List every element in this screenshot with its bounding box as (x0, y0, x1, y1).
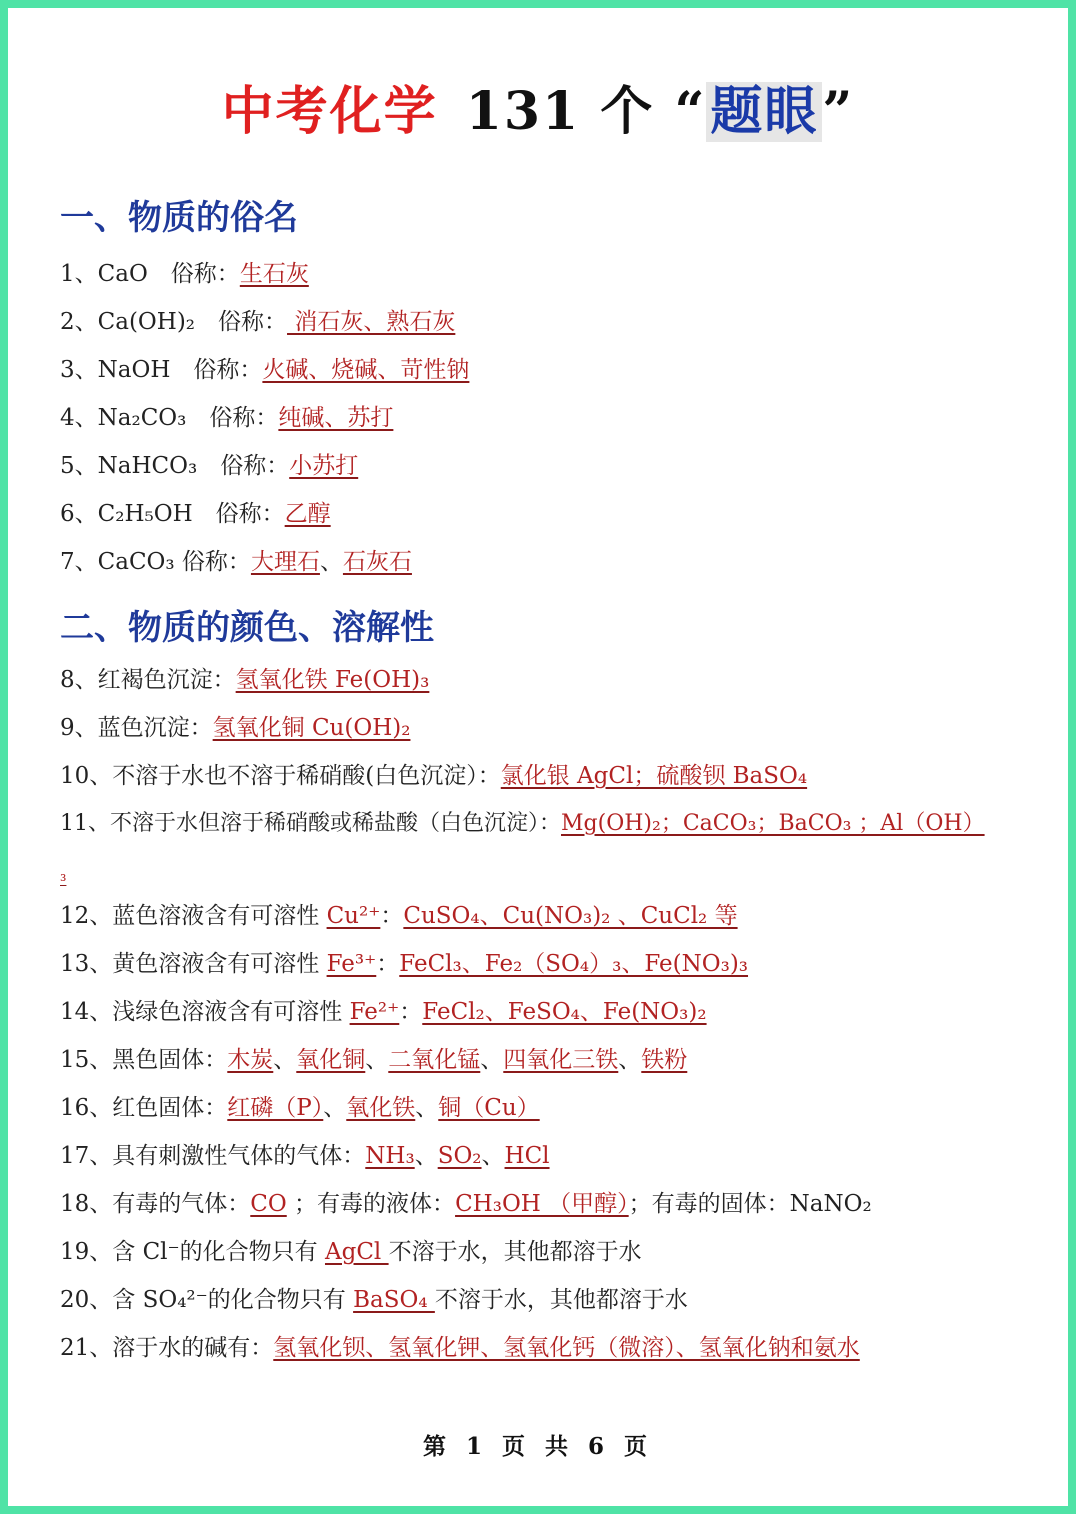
title-red-text: 中考化学 (221, 82, 438, 142)
page-title (8, 72, 1068, 152)
section-heading-names: 一、物质的俗名 (60, 198, 298, 238)
title-highlight-text: 题眼 (706, 82, 822, 142)
list-item: 17、具有刺激性气体的气体：NH₃、SO₂、HCl (60, 1143, 550, 1169)
list-item: 5、NaHCO₃ 俗称：小苏打 (60, 453, 359, 479)
list-item: 12、蓝色溶液含有可溶性 Cu²⁺：CuSO₄、Cu(NO₃)₂ 、CuCl₂ 等 (60, 903, 738, 929)
list-item: 4、Na₂CO₃ 俗称：纯碱、苏打 (60, 405, 394, 431)
page-footer: 第 1 页 共 6 页 (422, 1433, 654, 1460)
list-item: 11、不溶于水但溶于稀硝酸或稀盐酸（白色沉淀）：Mg(OH)₂；CaCO₃；BaCO₃ ；Al（OH） (60, 811, 985, 836)
list-item: 7、CaCO₃ 俗称：大理石、石灰石 (60, 549, 412, 575)
list-item: 21、溶于水的碱有：氢氧化钡、氢氧化钾、氢氧化钙（微溶）、氢氧化钠和氨水 (60, 1335, 860, 1361)
section-heading-colors: 二、物质的颜色、溶解性 (60, 608, 434, 648)
document-page (8, 8, 1068, 1506)
list-item: 15、黑色固体：木炭、氧化铜、二氧化锰、四氧化三铁、铁粉 (60, 1047, 688, 1073)
title-count-text: 131 个 (465, 81, 655, 142)
title-quote-open: “ (674, 81, 707, 142)
list-item: 10、不溶于水也不溶于稀硝酸(白色沉淀）：氯化银 AgCl；硫酸钡 BaSO₄ (60, 763, 808, 789)
list-item: 8、红褐色沉淀：氢氧化铁 Fe(OH)₃ (60, 667, 430, 693)
list-item: 14、浅绿色溶液含有可溶性 Fe²⁺：FeCl₂、FeSO₄、Fe(NO₃)₂ (60, 999, 707, 1025)
list-item: 2、Ca(OH)₂ 俗称： 消石灰、熟石灰 (60, 309, 456, 335)
title-quote-close: ” (822, 81, 855, 142)
list-item: 9、蓝色沉淀：氢氧化铜 Cu(OH)₂ (60, 715, 411, 741)
list-item: 3、NaOH 俗称：火碱、烧碱、苛性钠 (60, 357, 470, 383)
list-item: 19、含 Cl⁻的化合物只有 AgCl 不溶于水，其他都溶于水 (60, 1239, 642, 1265)
list-item: 1、CaO 俗称：生石灰 (60, 261, 309, 287)
list-item: 18、有毒的气体：CO ；有毒的液体：CH₃OH （甲醇）；有毒的固体：NaNO₂ (60, 1191, 872, 1217)
list-item: 13、黄色溶液含有可溶性 Fe³⁺：FeCl₃、Fe₂（SO₄）₃、Fe(NO₃)₃ (60, 951, 749, 977)
list-item: 16、红色固体：红磷（P）、氧化铁、铜（Cu） (60, 1095, 540, 1121)
list-item-continuation: ₃ (60, 866, 67, 885)
list-item: 20、含 SO₄²⁻的化合物只有 BaSO₄ 不溶于水，其他都溶于水 (60, 1287, 688, 1313)
list-item: 6、C₂H₅OH 俗称：乙醇 (60, 501, 331, 527)
